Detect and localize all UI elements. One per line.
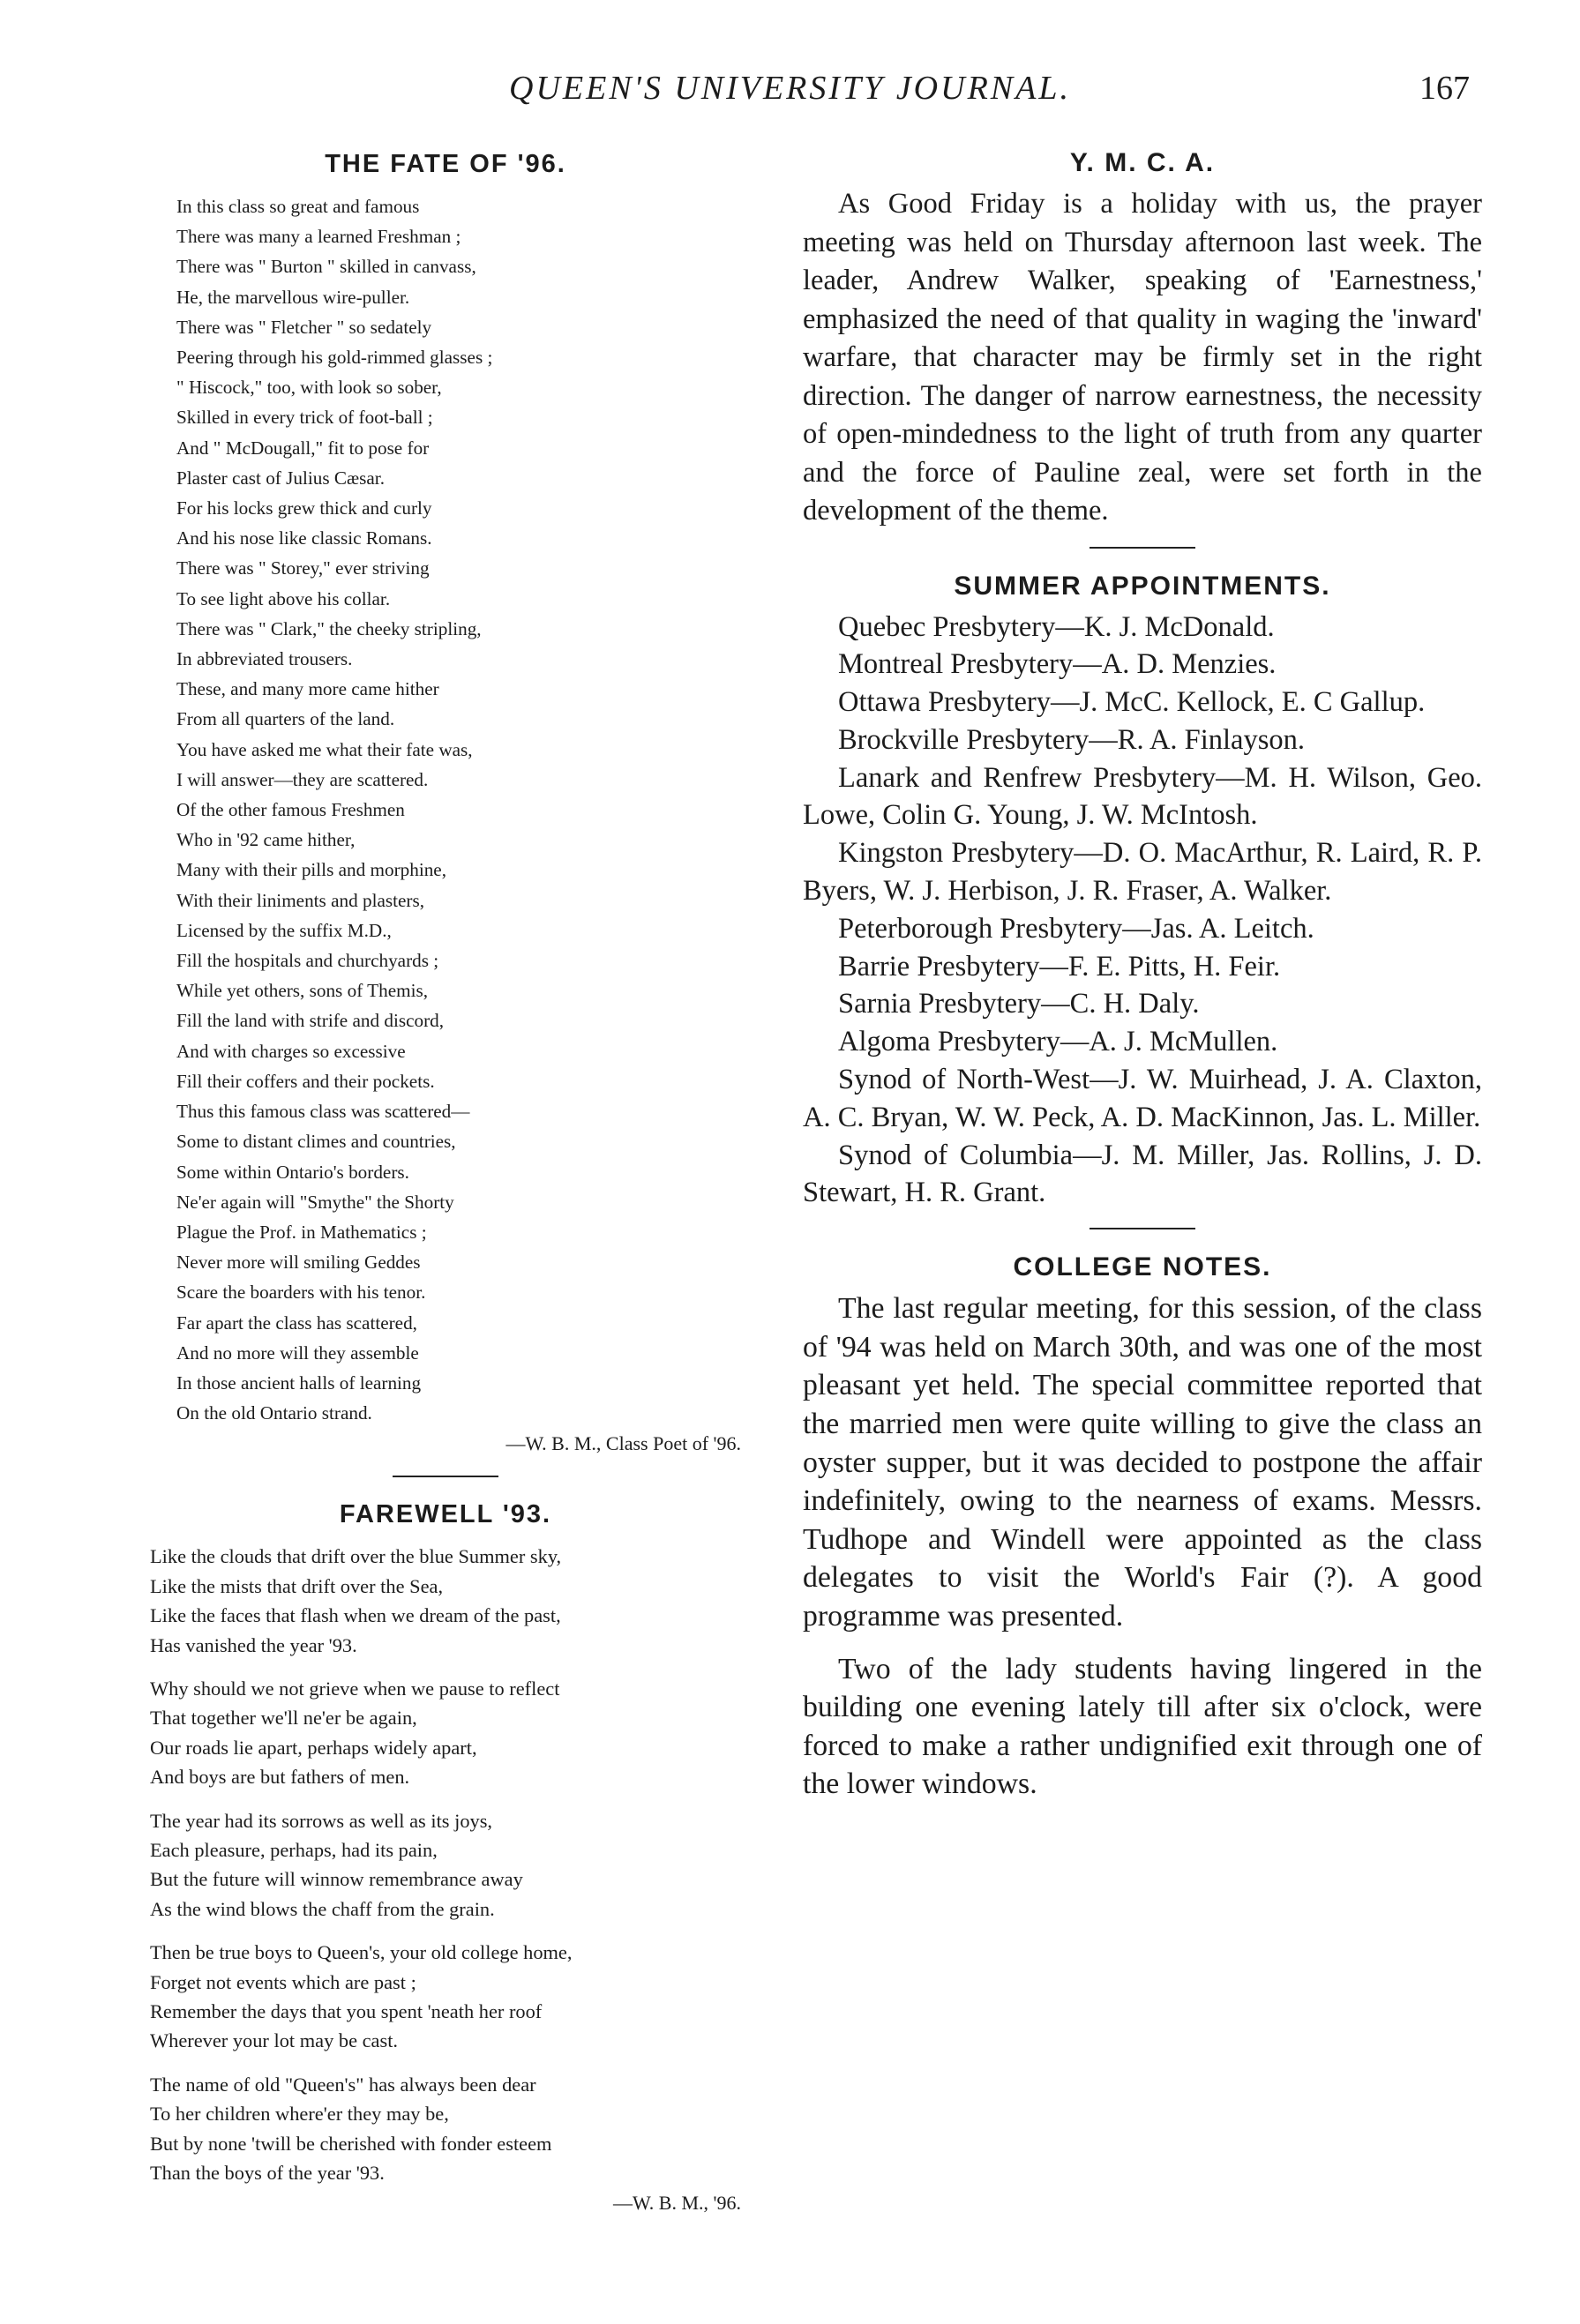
poem-line: And with charges so excessive	[176, 1040, 406, 1062]
running-head	[0, 69, 1580, 122]
poem-line: While yet others, sons of Themis,	[176, 980, 429, 1002]
appointment-entry: Barrie Presbytery—F. E. Pitts, H. Feir.	[838, 950, 1281, 983]
appointments-heading: SUMMER APPOINTMENTS.	[954, 571, 1331, 601]
poem-line: In those ancient halls of learning	[176, 1371, 422, 1394]
appointment-entry: Montreal Presbytery—A. D. Menzies.	[838, 648, 1277, 681]
poem-line: These, and many more came hither	[176, 678, 439, 700]
poem-line: Then be true boys to Queen's, your old college home,	[150, 1941, 573, 1964]
poem-line: Thus this famous class was scattered—	[176, 1101, 470, 1123]
ymca-heading: Y. M. C. A.	[1069, 148, 1216, 177]
poem-line: Some within Ontario's borders.	[176, 1161, 409, 1183]
poem-line: For his locks grew thick and curly	[176, 497, 432, 519]
poem-line: Why should we not grieve when we pause to reflect	[150, 1677, 560, 1700]
poem-line: He, the marvellous wire-puller.	[176, 286, 410, 308]
poem-line: Has vanished the year '93.	[150, 1633, 357, 1656]
appointment-entry: Kingston Presbytery—D. O. MacArthur, R. Laird, R. P. Byers, W. J. Herbison, J. R. Fraser, A. Walker.	[803, 837, 1482, 908]
poem-line: Far apart the class has scattered,	[176, 1311, 417, 1334]
poem-line: Fill the hospitals and churchyards ;	[176, 950, 439, 972]
poem-line: From all quarters of the land.	[176, 708, 395, 730]
section-divider	[393, 1476, 498, 1477]
poem-line: " Hiscock," too, with look so sober,	[176, 377, 442, 399]
poem-line: Wherever your lot may be cast.	[150, 2029, 399, 2052]
poem-line: I will answer—they are scattered.	[176, 768, 429, 790]
poem-line: Many with their pills and morphine,	[176, 859, 446, 881]
poem-line: Of the other famous Freshmen	[176, 799, 405, 821]
poem-line: In this class so great and famous	[176, 196, 420, 217]
college-notes-paragraph: Two of the lady students having lingered in the building one evening lately till after six o'clock, were forced to make a rather undignified exit through one of the lower windows.	[803, 1652, 1482, 1801]
poem-line: Fill their coffers and their pockets.	[176, 1070, 435, 1092]
poem-line: Each pleasure, perhaps, had its pain,	[150, 1838, 438, 1861]
appointment-entry: Lanark and Renfrew Presbytery—M. H. Wilson, Geo. Lowe, Colin G. Young, J. W. McIntosh.	[803, 761, 1482, 832]
page-number: 167	[1419, 70, 1470, 107]
poem-line: There was many a learned Freshman ;	[176, 226, 461, 248]
poem-line: Licensed by the suffix M.D.,	[176, 919, 392, 941]
poem-line: Peering through his gold-rimmed glasses ;	[176, 347, 493, 369]
poem-line: Than the boys of the year '93.	[150, 2162, 385, 2185]
poem-line: The name of old "Queen's" has always been dear	[150, 2073, 536, 2096]
poem-line: There was " Fletcher " so sedately	[176, 316, 432, 338]
poem-line: But the future will winnow remembrance away	[150, 1868, 523, 1891]
poem-line: But by none 'twill be cherished with fonder esteem	[150, 2132, 552, 2155]
poem-line: Like the faces that flash when we dream of the past,	[150, 1604, 561, 1627]
poem-line: Remember the days that you spent 'neath her roof	[150, 2000, 543, 2023]
fate-signature: —W. B. M., Class Poet of '96.	[505, 1432, 741, 1455]
poem-line: Never more will smiling Geddes	[176, 1252, 421, 1274]
poem-line: You have asked me what their fate was,	[176, 738, 473, 760]
appointment-entry: Ottawa Presbytery—J. McC. Kellock, E. C Gallup.	[838, 686, 1426, 719]
stanza	[132, 1806, 759, 1924]
appointment-entry: Quebec Presbytery—K. J. McDonald.	[838, 610, 1275, 643]
poem-line: There was " Storey," ever striving	[176, 557, 430, 579]
appointment-entry: Sarnia Presbytery—C. H. Daly.	[838, 988, 1200, 1020]
poem-line: The year had its sorrows as well as its joys,	[150, 1809, 493, 1832]
poem-line: There was " Burton " skilled in canvass,	[176, 256, 476, 278]
appointment-entry: Brockville Presbytery—R. A. Finlayson.	[838, 723, 1305, 756]
appointment-entry: Synod of North-West—J. W. Muirhead, J. A. Claxton, A. C. Bryan, W. W. Peck, A. D. MacKinnon, Jas. L. Miller.	[803, 1064, 1482, 1133]
poem-line: Ne'er again will "Smythe" the Shorty	[176, 1191, 454, 1213]
ymca-paragraph: As Good Friday is a holiday with us, the prayer meeting was held on Thursday afternoon last week. The leader, Andrew Walker, speaking of 'Earnestness,' emphasized the need of that quality in waging the 'inward' warfare, that character may be firmly set in the right direction. The danger of narrow earnestness, the necessity of open-mindedness to the light of truth from any quarter and the force of Pauline zeal, were set forth in the development of the theme.	[803, 188, 1482, 527]
appointments-list	[803, 609, 1482, 1213]
fate-heading: THE FATE OF '96.	[325, 150, 566, 178]
poem-line: To her children where'er they may be,	[150, 2103, 449, 2126]
poem-line: Like the clouds that drift over the blue Summer sky,	[150, 1545, 562, 1568]
poem-line: Who in '92 came hither,	[176, 829, 356, 851]
appointment-entry: Algoma Presbytery—A. J. McMullen.	[838, 1026, 1278, 1058]
section-divider	[1090, 547, 1195, 549]
poem-line: Scare the boarders with his tenor.	[176, 1282, 426, 1304]
poem-line: And boys are but fathers of men.	[150, 1766, 410, 1789]
poem-line: Like the mists that drift over the Sea,	[150, 1574, 444, 1597]
poem-line: And " McDougall," fit to pose for	[176, 437, 430, 459]
poem-line: That together we'll ne'er be again,	[150, 1707, 417, 1730]
right-column	[803, 148, 1482, 1818]
stanza	[132, 1674, 759, 1792]
poem-line: Forget not events which are past ;	[150, 1970, 416, 1993]
appointment-entry: Synod of Columbia—J. M. Miller, Jas. Rollins, J. D. Stewart, H. R. Grant.	[803, 1139, 1482, 1209]
poem-line: Our roads lie apart, perhaps widely apart,	[150, 1736, 477, 1759]
left-column	[132, 150, 759, 2219]
poem-line: And no more will they assemble	[176, 1341, 419, 1364]
poem-line: In abbreviated trousers.	[176, 648, 353, 670]
farewell-heading: FAREWELL '93.	[339, 1500, 552, 1529]
college-notes-heading: COLLEGE NOTES.	[1013, 1252, 1272, 1282]
poem-line: Some to distant climes and countries,	[176, 1131, 456, 1153]
poem-line: As the wind blows the chaff from the grain.	[150, 1897, 495, 1920]
section-divider	[1090, 1228, 1195, 1229]
poem-line: And his nose like classic Romans.	[176, 527, 432, 549]
poem-line: Plaster cast of Julius Cæsar.	[176, 467, 385, 489]
poem-line: Skilled in every trick of foot-ball ;	[176, 407, 433, 429]
journal-title: QUEEN'S UNIVERSITY JOURNAL.	[509, 70, 1071, 107]
poem-line: To see light above his collar.	[176, 587, 391, 609]
farewell-signature: —W. B. M., '96.	[613, 2192, 741, 2215]
stanza	[132, 1542, 759, 1660]
poem-line: There was " Clark," the cheeky stripling,	[176, 617, 482, 639]
poem-line: Plague the Prof. in Mathematics ;	[176, 1221, 427, 1243]
poem-line: With their liniments and plasters,	[176, 889, 425, 911]
stanza	[132, 2070, 759, 2188]
fate-poem	[132, 191, 759, 1428]
poem-line: Fill the land with strife and discord,	[176, 1010, 445, 1032]
college-notes-paragraph: The last regular meeting, for this session, of the class of '94 was held on March 30th, and was one of the most pleasant yet held. The special committee reported that the married men were quite willing to give the class an oyster supper, but it was decided to postpone the affair indefinitely, owing to the nearness of exams. Messrs. Tudhope and Windell were appointed as the class delegates to visit the World's Fair (?). A good programme was presented.	[803, 1292, 1482, 1633]
farewell-poem	[132, 1542, 759, 2187]
appointment-entry: Peterborough Presbytery—Jas. A. Leitch.	[838, 912, 1314, 945]
stanza	[132, 1938, 759, 2056]
poem-line: On the old Ontario strand.	[176, 1402, 372, 1424]
